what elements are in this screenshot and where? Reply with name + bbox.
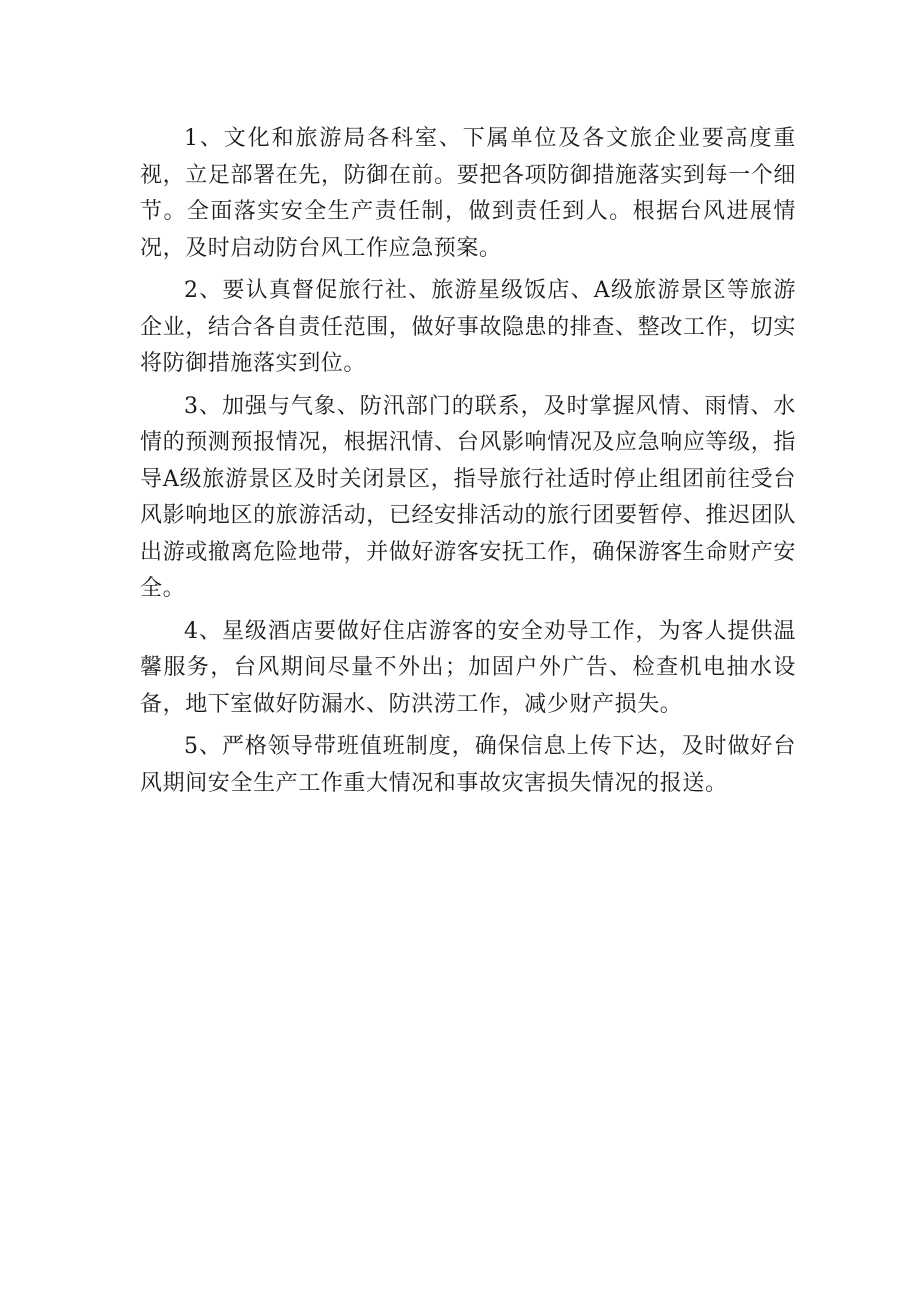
paragraph-4: 4、星级酒店要做好住店游客的安全劝导工作，为客人提供温馨服务，台风期间尽量不外出；加固户外广告、检查机电抽水设备，地下室做好防漏水、防洪涝工作，减少财产损失。 [140, 618, 796, 717]
paragraph-5: 5、严格领导带班值班制度，确保信息上传下达，及时做好台风期间安全生产工作重大情况和事故灾害损失情况的报送。 [140, 734, 796, 796]
document-body [140, 121, 796, 808]
paragraph-2: 2、要认真督促旅行社、旅游星级饭店、A级旅游景区等旅游企业，结合各自责任范围，做好事故隐患的排查、整改工作，切实将防御措施落实到位。 [140, 278, 796, 376]
paragraph-1: 1、文化和旅游局各科室、下属单位及各文旅企业要高度重视，立足部署在先，防御在前。要把各项防御措施落实到每一个细节。全面落实安全生产责任制，做到责任到人。根据台风进展情况，及时启动防台风工作应急预案。 [140, 126, 796, 261]
paragraph-3: 3、加强与气象、防汛部门的联系，及时掌握风情、雨情、水情的预测预报情况，根据汛情、台风影响情况及应急响应等级，指导A级旅游景区及时关闭景区，指导旅行社适时停止组团前往受台风影响地区的旅游活动，已经安排活动的旅行团要暂停、推迟团队出游或撤离危险地带，并做好游客安抚工作，确保游客生命财产安全。 [140, 393, 796, 601]
